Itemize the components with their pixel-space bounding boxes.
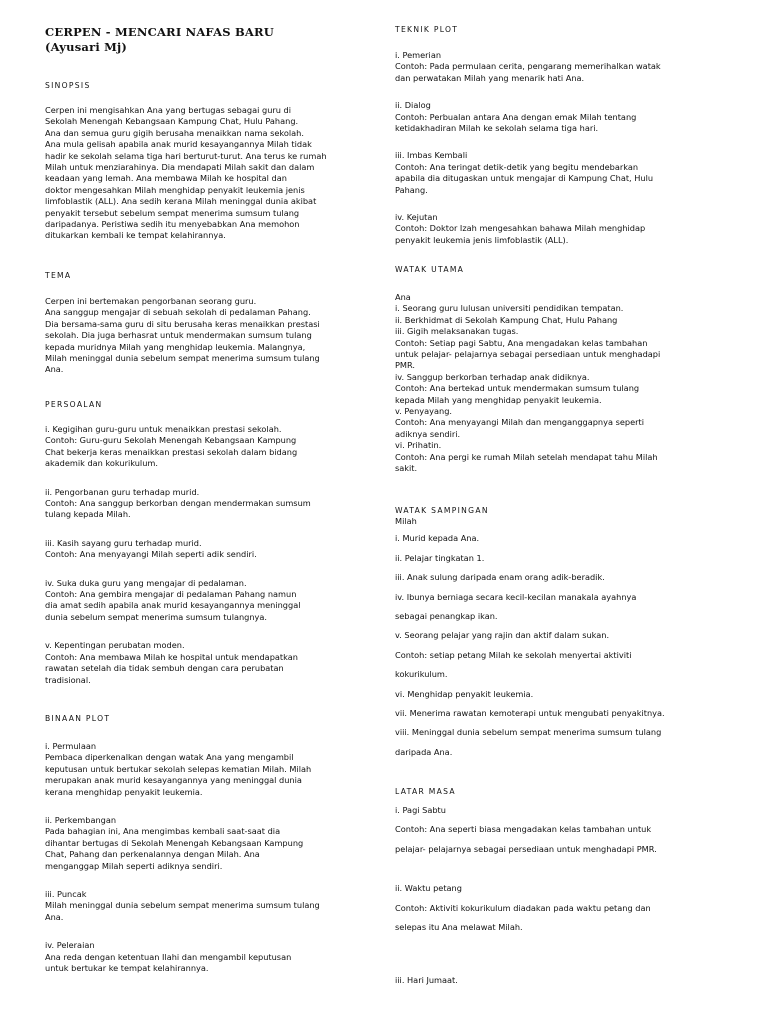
document-title: CERPEN - MENCARI NAFAS BARU [45,25,274,39]
section-heading: LATAR MASA [395,787,456,796]
teknik-plot-item [395,150,730,196]
text-line: Contoh: Ana menyayangi Milah seperti adik sendiri. [45,549,257,560]
text-line: ii. Waktu petang [395,883,462,894]
section-heading: TEMA [45,271,72,280]
text-line: Contoh: Ana menyayangi Milah dan menganggapnya seperti [395,417,644,428]
text-line: Contoh: Ana sanggup berkorban dengan mendermakan sumsum [45,498,311,509]
text-line: tulang kepada Milah. [45,509,131,520]
text-line: iii. Hari Jumaat. [395,975,458,986]
text-line: Contoh: Doktor Izah mengesahkan bahawa Milah menghidap [395,223,646,234]
text-line: iii. Anak sulung daripada enam orang adik-beradik. [395,572,605,583]
text-line: Contoh: Setiap pagi Sabtu, Ana mengadakan kelas tambahan [395,337,648,348]
text-line: pelajar- pelajarnya sebagai persediaan untuk menghadapi PMR. [395,843,657,854]
text-line: rawatan setelah dia tidak sembuh dengan cara perubatan [45,663,284,674]
text-line: daripadanya. Peristiwa sedih itu menyebabkan Ana memohon [45,219,300,230]
section-watak-utama [395,264,730,475]
text-line: kepada muridnya Milah yang menghidap leukemia. Malangnya, [45,341,306,352]
text-line: i. Pagi Sabtu [395,805,446,815]
text-line: kokurikulum. [395,669,448,680]
text-line: sakit. [395,463,418,474]
section-heading: PERSOALAN [45,400,103,409]
text-line: PMR. [395,360,416,371]
document-author: (Ayusari Mj) [45,40,128,54]
text-line: dia amat sedih apabila anak murid kesayangannya meninggal [45,600,301,611]
text-line: menganggap Milah seperti adiknya sendiri. [45,860,223,871]
section-binaan-plot [45,713,370,975]
text-line: i. Permulaan [45,741,97,751]
text-line: viii. Meninggal dunia sebelum sempat menerima sumsum tulang [395,727,662,738]
text-line: Ana dan semua guru gigih berusaha menaikkan nama sekolah. [45,127,304,138]
text-line: v. Seorang pelajar yang rajin dan aktif dalam sukan. [395,630,610,641]
section-sinopsis [45,80,370,242]
latar-masa-item [395,971,730,990]
text-line: ketidakhadiran Milah ke sekolah selama tiga hari. [395,123,599,134]
text-line: Dia bersama-sama guru di situ berusaha keras menaikkan prestasi [45,318,320,329]
text-line: Pada bahagian ini, Ana mengimbas kembali saat-saat dia [45,826,281,837]
text-line: iv. Ibunya berniaga secara kecil-kecilan manakala ayahnya [395,591,637,602]
text-line: Cerpen ini mengisahkan Ana yang bertugas sebagai guru di [45,105,292,115]
text-line: Milah untuk menziarahinya. Dia mendapati Milah sakit dan dalam [45,162,315,173]
text-line: vii. Menerima rawatan kemoterapi untuk mengubati penyakitnya. [395,708,665,719]
text-line: Pahang. [395,184,428,195]
text-line: Ana sanggup mengajar di sebuah sekolah di pedalaman Pahang. [45,307,311,318]
text-line: keadaan yang lemah. Ana membawa Milah ke hospital dan [45,173,287,184]
text-line: Chat, Pahang dan perkenalannya dengan Milah. Ana [45,849,260,860]
teknik-plot-item [395,50,730,84]
section-heading: SINOPSIS [45,81,91,90]
teknik-plot-item [395,212,730,246]
text-line: Contoh: Ana teringat detik-detik yang begitu mendebarkan [395,161,639,172]
text-line: Contoh: Perbualan antara Ana dengan emak Milah tentang [395,111,637,122]
text-line: vi. Prihatin. [395,440,442,451]
persoalan-item [45,578,370,624]
watak-sampingan-text [395,529,730,762]
text-line: Contoh: Aktiviti kokurikulum diadakan pada waktu petang dan [395,902,651,913]
text-line: dunia sebelum sempat menerima sumsum tulangnya. [45,611,268,622]
binaan-plot-item [45,940,370,974]
text-line: penyakit tersebut sebelum sempat menerima sumsum tulang [45,207,300,218]
section-watak-sampingan [395,505,730,762]
text-line: keputusan untuk bertukar sekolah selepas kematian Milah. Milah [45,763,312,774]
binaan-plot-item [45,815,370,872]
text-line: Milah meninggal dunia sebelum sempat menerima sumsum tulang [45,900,320,911]
text-line: Contoh: Guru-guru Sekolah Menengah Kebangsaan Kampung [45,435,297,446]
text-line: penyakit leukemia jenis limfoblastik (ALL). [395,234,569,245]
text-line: i. Murid kepada Ana. [395,533,480,544]
binaan-plot-item [45,741,370,798]
latar-masa-item [395,801,730,859]
text-line: Pembaca diperkenalkan dengan watak Ana yang mengambil [45,752,294,763]
section-persoalan [45,399,370,686]
text-line: ii. Pengorbanan guru terhadap murid. [45,486,200,497]
section-tema [45,270,370,376]
text-line: iii. Gigih melaksanakan tugas. [395,326,519,337]
text-line: Contoh: setiap petang Milah ke sekolah menyertai aktiviti [395,649,632,660]
text-line: vi. Menghidap penyakit leukemia. [395,688,534,699]
text-line: Contoh: Ana pergi ke rumah Milah setelah mendapat tahu Milah [395,451,658,462]
text-line: ii. Perkembangan [45,815,117,826]
section-heading: WATAK UTAMA [395,265,465,274]
latar-masa-item [395,879,730,937]
text-line: Cerpen ini bertemakan pengorbanan seorang guru. [45,296,257,306]
text-line: adiknya sendiri. [395,428,461,439]
text-line: hadir ke sekolah selama tiga hari berturut-turut. Ana terus ke rumah [45,150,327,161]
text-line: doktor mengesahkan Milah menghidap penyakit leukemia jenis [45,184,305,195]
section-heading: BINAAN PLOT [45,714,111,723]
text-line: untuk pelajar- pelajarnya sebagai persediaan untuk menghadapi [395,349,661,360]
text-line: ii. Pelajar tingkatan 1. [395,552,485,563]
text-line: daripada Ana. [395,746,453,757]
text-line: iv. Suka duka guru yang mengajar di pedalaman. [45,577,247,588]
text-line: sekolah. Dia juga berhasrat untuk mendermakan sumsum tulang [45,330,312,341]
text-line: selepas itu Ana melawat Milah. [395,922,523,933]
text-line: iv. Kejutan [395,212,438,223]
text-line: i. Pemerian [395,50,442,60]
binaan-plot-item [45,889,370,923]
text-line: Ana [395,292,411,302]
text-line: kepada Milah yang menghidap penyakit leukemia. [395,394,602,405]
tema-text [45,296,370,376]
persoalan-item [45,640,370,686]
text-line: dan perwatakan Milah yang menarik hati Ana. [395,72,585,83]
text-line: Contoh: Ana bertekad untuk mendermakan sumsum tulang [395,383,640,394]
text-line: Contoh: Pada permulaan cerita, pengarang memerihalkan watak [395,61,661,72]
text-line: ii. Berkhidmat di Sekolah Kampung Chat, Hulu Pahang [395,314,618,325]
text-line: Chat bekerja keras menaikkan prestasi sekolah dalam bidang [45,446,298,457]
text-line: Ana. [45,364,64,375]
text-line: merupakan anak murid kesayangannya yang meninggal dunia [45,775,302,786]
section-latar-masa [395,786,730,991]
text-line: apabila dia ditugaskan untuk mengajar di Kampung Chat, Hulu [395,173,654,184]
text-line: Sekolah Menengah Kebangsaan Kampung Chat, Hulu Pahang. [45,116,299,127]
persoalan-item [45,487,370,521]
text-line: kerana menghidap penyakit leukemia. [45,786,203,797]
text-line: iii. Kasih sayang guru terhadap murid. [45,537,202,548]
text-line: limfoblastik (ALL). Ana sedih kerana Milah meninggal dunia akibat [45,196,317,207]
text-line: Contoh: Ana membawa Milah ke hospital untuk mendapatkan [45,651,298,662]
text-line: untuk bertukar ke tempat kelahirannya. [45,963,209,974]
text-line: ditukarkan kembali ke tempat kelahirannya. [45,230,226,241]
section-teknik-plot [395,24,730,246]
text-line: sebagai penangkap ikan. [395,611,498,622]
text-line: Ana. [45,911,64,922]
watak-sampingan-name: Milah [395,516,417,526]
text-line: ii. Dialog [395,100,431,111]
text-line: tradisional. [45,674,91,685]
text-line: Ana reda dengan ketentuan Ilahi dan mengambil keputusan [45,951,292,962]
teknik-plot-item [395,100,730,134]
text-line: Ana mula gelisah apabila anak murid kesayangannya Milah tidak [45,139,312,150]
text-line: i. Seorang guru lulusan universiti pendidikan tempatan. [395,303,624,314]
text-line: Contoh: Ana gembira mengajar di pedalaman Pahang namun [45,589,297,600]
persoalan-item [45,424,370,470]
watak-utama-text [395,292,730,475]
section-heading: WATAK SAMPINGAN [395,506,489,515]
text-line: iii. Imbas Kembali [395,150,468,161]
text-line: iv. Sanggup berkorban terhadap anak didiknya. [395,371,590,382]
text-line: v. Penyayang. [395,406,452,417]
text-line: i. Kegigihan guru-guru untuk menaikkan prestasi sekolah. [45,424,282,434]
text-line: v. Kepentingan perubatan moden. [45,640,185,651]
text-line: dihantar bertugas di Sekolah Menengah Kebangsaan Kampung [45,837,304,848]
section-heading: TEKNIK PLOT [395,25,459,34]
document-title-block [45,25,274,55]
persoalan-item [45,538,370,561]
sinopsis-text [45,105,370,242]
text-line: iii. Puncak [45,889,87,900]
text-line: Contoh: Ana seperti biasa mengadakan kelas tambahan untuk [395,824,652,835]
text-line: akademik dan kokurikulum. [45,458,158,469]
text-line: Milah meninggal dunia sebelum sempat menerima sumsum tulang [45,353,320,364]
text-line: iv. Peleraian [45,940,95,951]
